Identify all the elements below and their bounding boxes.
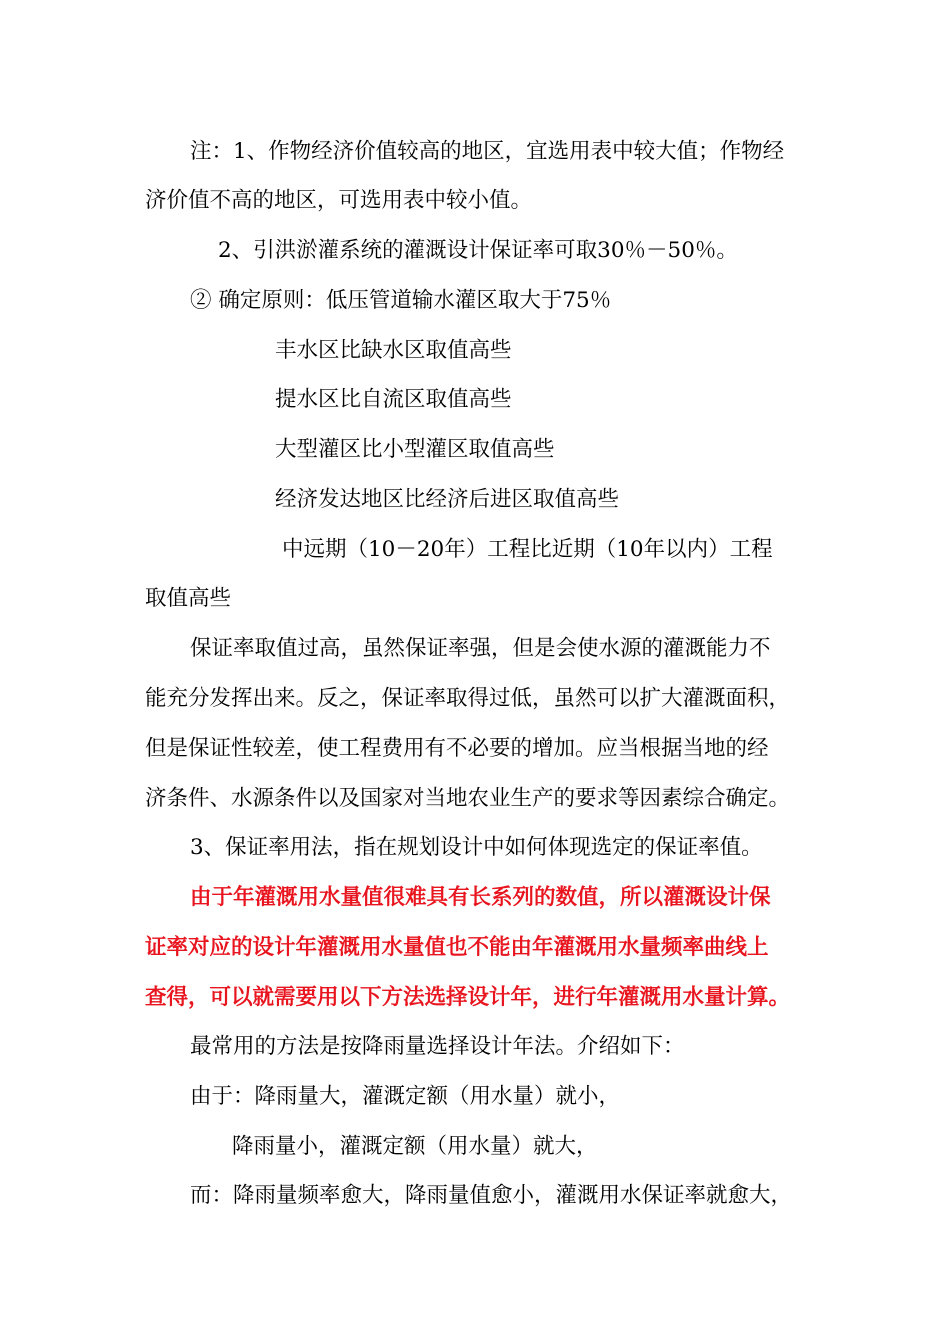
principle-item-3: 大型灌区比小型灌区取值高些 — [275, 437, 555, 462]
note-line-2: 济价值不高的地区，可选用表中较小值。 — [145, 188, 533, 213]
paragraph-line-2: 能充分发挥出来。反之，保证率取得过低，虽然可以扩大灌溉面积， — [145, 686, 791, 711]
note-line-3: 2、引洪淤灌系统的灌溉设计保证率可取30％－50％。 — [218, 238, 738, 263]
principle-item-5: 中远期（10－20年）工程比近期（10年以内）工程 — [282, 537, 773, 562]
highlight-line-2: 证率对应的设计年灌溉用水量值也不能由年灌溉用水量频率曲线上 — [145, 935, 769, 960]
highlight-line-3: 查得，可以就需要用以下方法选择设计年，进行年灌溉用水量计算。 — [145, 985, 791, 1010]
paragraph-line-4: 济条件、水源条件以及国家对当地农业生产的要求等因素综合确定。 — [145, 786, 791, 811]
principle-item-4: 经济发达地区比经济后进区取值高些 — [275, 487, 620, 512]
paragraph-line-3: 但是保证性较差，使工程费用有不必要的增加。应当根据当地的经 — [145, 736, 769, 761]
reason-line-3: 而：降雨量频率愈大，降雨量值愈小，灌溉用水保证率就愈大， — [190, 1183, 793, 1208]
paragraph-line-1: 保证率取值过高，虽然保证率强，但是会使水源的灌溉能力不 — [190, 636, 771, 661]
method-line: 最常用的方法是按降雨量选择设计年法。介绍如下： — [190, 1034, 685, 1059]
note-line-1: 注：1、作物经济价值较高的地区，宜选用表中较大值；作物经 — [190, 139, 785, 164]
principle-item-5-cont: 取值高些 — [145, 586, 232, 611]
highlight-line-1: 由于年灌溉用水量值很难具有长系列的数值，所以灌溉设计保 — [190, 885, 771, 910]
principle-item-1: 丰水区比缺水区取值高些 — [275, 338, 512, 363]
usage-line: 3、保证率用法，指在规划设计中如何体现选定的保证率值。 — [190, 835, 763, 860]
principle-heading: ② 确定原则：低压管道输水灌区取大于75％ — [190, 288, 612, 313]
reason-line-1: 由于：降雨量大，灌溉定额（用水量）就小， — [190, 1084, 621, 1109]
reason-line-2: 降雨量小，灌溉定额（用水量）就大， — [232, 1134, 598, 1159]
principle-item-2: 提水区比自流区取值高些 — [275, 387, 512, 412]
